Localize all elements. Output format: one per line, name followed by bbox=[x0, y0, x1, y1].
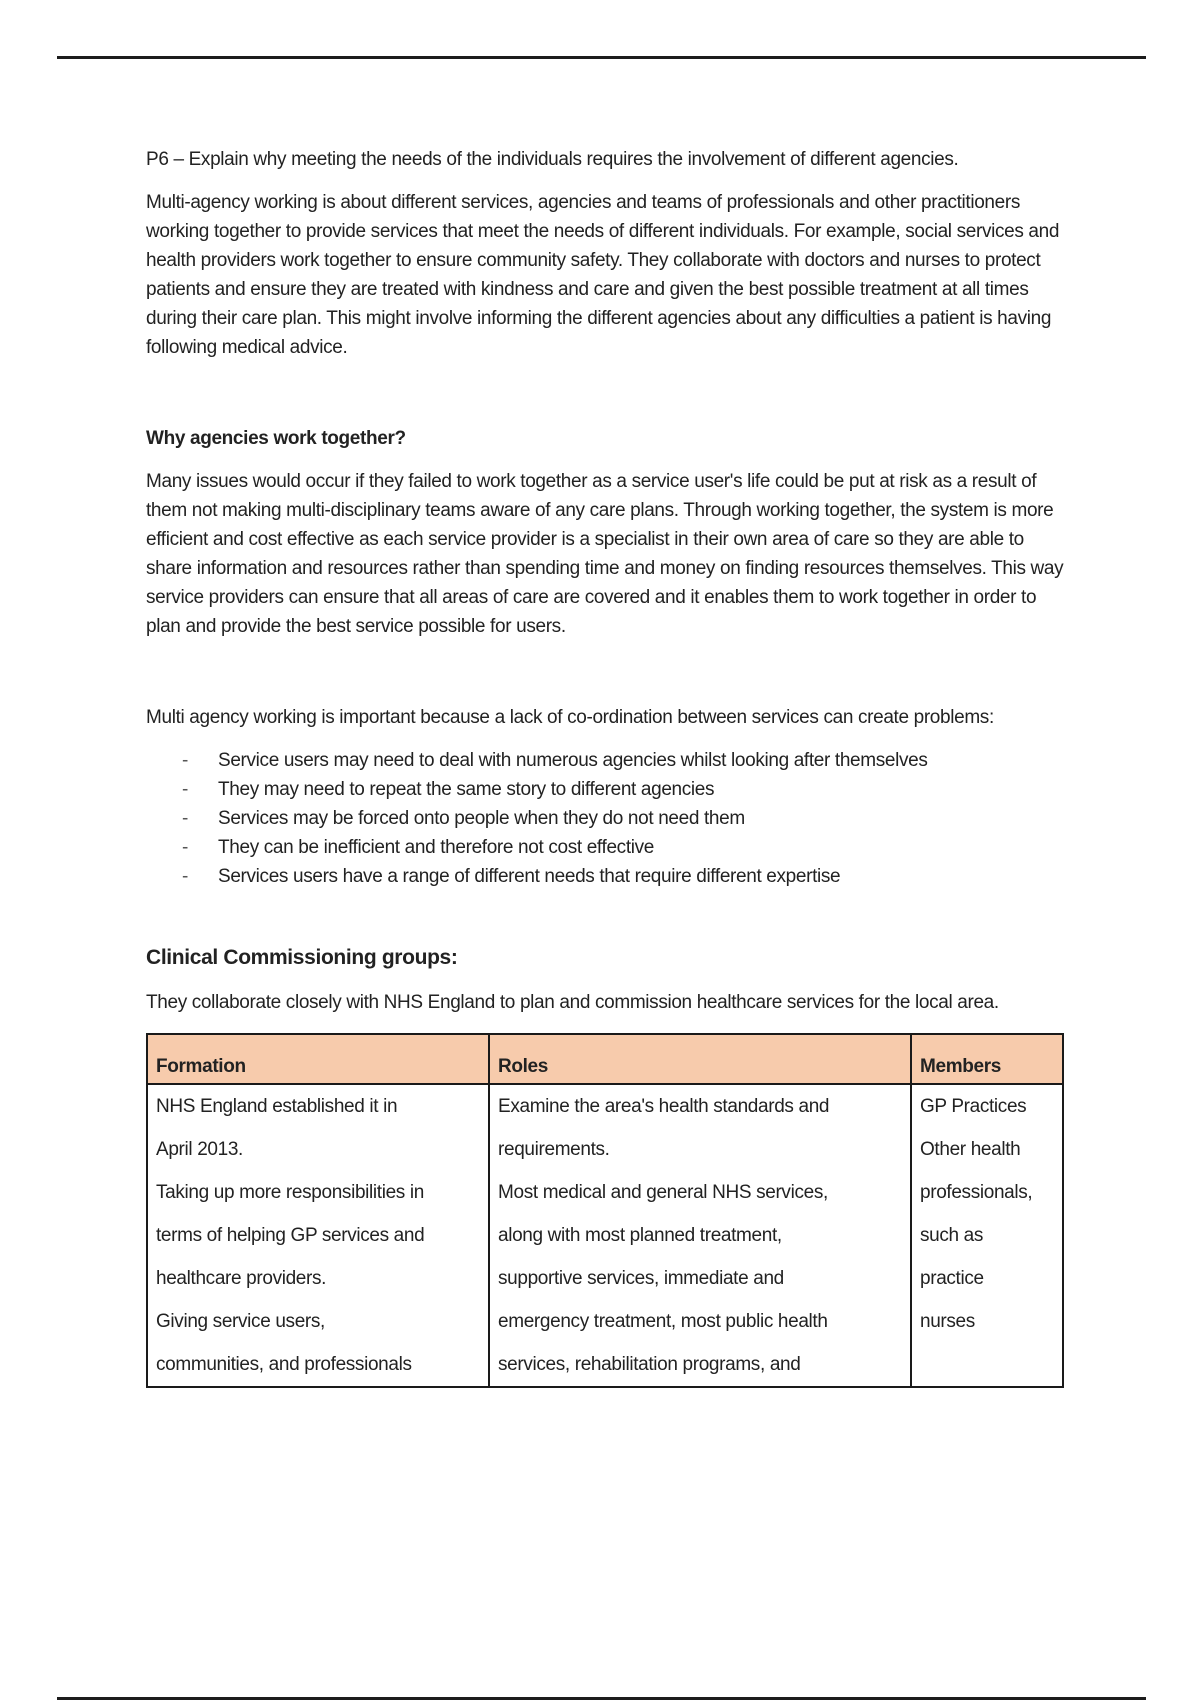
dash-bullet-icon: - bbox=[182, 779, 188, 800]
roles-cell: Examine the area's health standards and requirements. Most medical and general NHS services, along with most planned treatment, supportive services, immediate and emergency treatment, most public health services, rehabilitation programs, and bbox=[489, 1084, 911, 1387]
header-rule bbox=[57, 56, 1146, 59]
dash-bullet-icon: - bbox=[182, 837, 188, 858]
table-row bbox=[147, 1084, 1063, 1387]
ccg-table bbox=[146, 1033, 1064, 1388]
table-header-row bbox=[147, 1034, 1063, 1084]
column-header-formation: Formation bbox=[147, 1034, 489, 1084]
list-item: - Services may be forced onto people when they do not need them bbox=[182, 804, 1066, 833]
list-item: - Service users may need to deal with numerous agencies whilst looking after themselves bbox=[182, 746, 1066, 775]
formation-cell: NHS England established it in April 2013. Taking up more responsibilities in terms of helping GP services and healthcare providers. Giving service users, communities, and professionals bbox=[147, 1084, 489, 1387]
dash-bullet-icon: - bbox=[182, 750, 188, 771]
task-heading: P6 – Explain why meeting the needs of the individuals requires the involvement of different agencies. bbox=[146, 149, 959, 170]
members-cell: GP Practices Other health professionals, such as practice nurses bbox=[911, 1084, 1063, 1387]
list-item: - Services users have a range of different needs that require different expertise bbox=[182, 862, 1066, 891]
column-header-members: Members bbox=[911, 1034, 1063, 1084]
problems-list bbox=[182, 746, 1066, 891]
list-item: - They may need to repeat the same story to different agencies bbox=[182, 775, 1066, 804]
list-item: - They can be inefficient and therefore not cost effective bbox=[182, 833, 1066, 862]
document-body bbox=[146, 145, 1066, 1388]
why-paragraph: Many issues would occur if they failed to work together as a service user's life could be put at risk as a result of them not making multi-disciplinary teams aware of any care plans. Through working together, the system is more efficient and cost effective as each service provider is a specialist in their own area of care so they are able to share information and resources rather than spending time and money on finding resources themselves. This way service providers can ensure that all areas of care are covered and it enables them to work together in order to plan and provide the best service possible for users. bbox=[146, 471, 1064, 637]
column-header-roles: Roles bbox=[489, 1034, 911, 1084]
dash-bullet-icon: - bbox=[182, 808, 188, 829]
ccg-description: They collaborate closely with NHS England to plan and commission healthcare services for the local area. bbox=[146, 992, 999, 1013]
ccg-heading: Clinical Commissioning groups: bbox=[146, 946, 458, 969]
intro-paragraph: Multi-agency working is about different services, agencies and teams of professionals and other practitioners working together to provide services that meet the needs of different individuals. For example, social services and health providers work together to ensure community safety. They collaborate with doctors and nurses to protect patients and ensure they are treated with kindness and care and given the best possible treatment at all times during their care plan. This might involve informing the different agencies about any difficulties a patient is having following medical advice. bbox=[146, 192, 1060, 358]
why-heading: Why agencies work together? bbox=[146, 428, 406, 449]
importance-paragraph: Multi agency working is important because a lack of co-ordination between services can create problems: bbox=[146, 707, 994, 728]
dash-bullet-icon: - bbox=[182, 866, 188, 887]
